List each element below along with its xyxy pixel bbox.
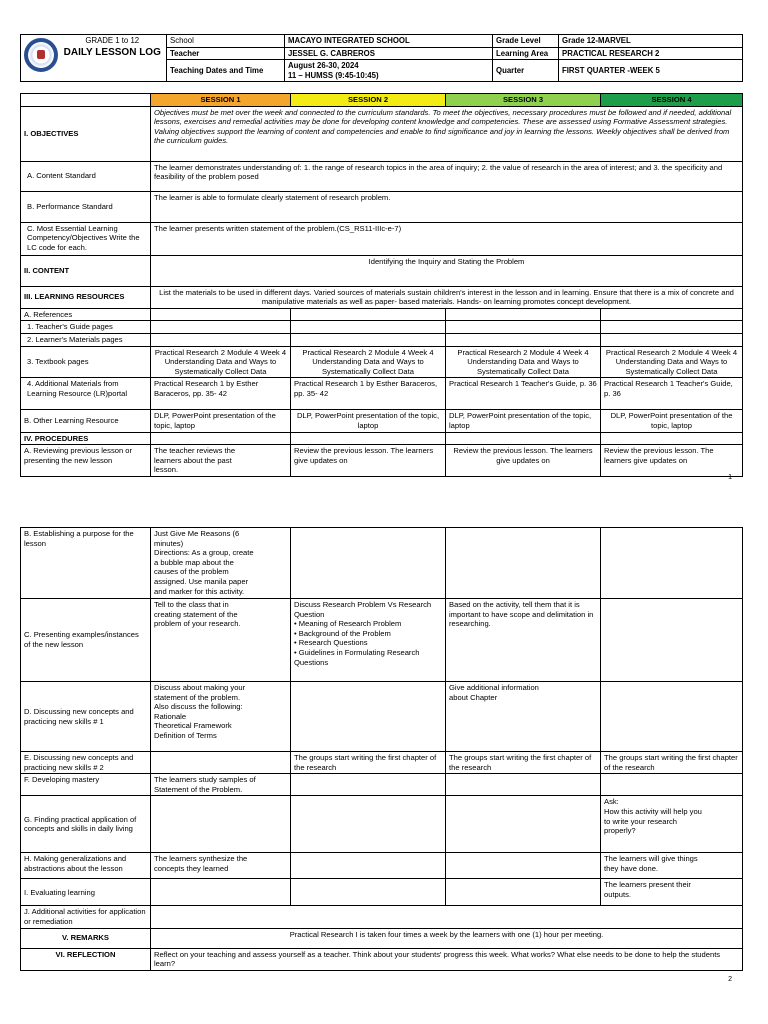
procedure-i-s1 <box>151 879 291 906</box>
reflection-label: VI. REFLECTION <box>21 948 151 970</box>
session-2-header: SESSION 2 <box>291 94 446 107</box>
page-number-2: 2 <box>728 976 732 983</box>
procedure-c-s4 <box>601 599 743 682</box>
session-4-header: SESSION 4 <box>601 94 743 107</box>
procedure-a-label: A. Reviewing previous lesson or presenting the new lesson <box>21 445 151 477</box>
procedure-c-s1: Tell to the class that in creating statement of the problem of your research. <box>151 599 291 682</box>
list-item: • Meaning of Research Problem <box>294 619 402 629</box>
procedure-h-s4: The learners will give things they have done. <box>601 853 743 879</box>
grade-range: GRADE 1 to 12 <box>59 35 167 48</box>
resources-text: List the materials to be used in different days. Varied sources of materials sustain children's interest in the lesson and in learning. Ensure that there is a mix of concrete and manipulative materials as well as paper- based materials. Hands- on learning promotes concept development. <box>151 286 743 308</box>
procedure-g-s4: Ask: How this activity will help you to write your research properly? <box>601 796 743 853</box>
quarter-value: FIRST QUARTER -WEEK 5 <box>559 60 743 82</box>
procedure-g-label: G. Finding practical application of concepts and skills in daily living <box>21 796 151 853</box>
procedure-i-label: I. Evaluating learning <box>21 879 151 906</box>
list-item: • Guidelines in Formulating Research Questions <box>294 647 420 667</box>
lm-label: 2. Learner's Materials pages <box>21 333 151 346</box>
resources-label: III. LEARNING RESOURCES <box>21 286 151 308</box>
procedure-a-s4: Review the previous lesson. The learners give updates on <box>601 445 743 477</box>
procedure-f-s4 <box>601 774 743 796</box>
procedures-label: IV. PROCEDURES <box>21 432 151 445</box>
remarks-text: Practical Research I is taken four times a week by the learners with one (1) hour per meeting. <box>151 928 743 948</box>
textbook-label: 3. Textbook pages <box>21 346 151 378</box>
textbook-s2: Practical Research 2 Module 4 Week 4 Understanding Data and Ways to Systematically Collect Data <box>291 346 446 378</box>
dates-value: August 26-30, 2024 11 – HUMSS (9:45-10:45) <box>285 60 493 82</box>
reflection-text: Reflect on your teaching and assess yourself as a teacher. Think about your students' progress this week. What works? What else needs to be done to help the students learn? <box>151 948 743 970</box>
procedure-a-s2: Review the previous lesson. The learners give updates on <box>291 445 446 477</box>
other-s4: DLP, PowerPoint presentation of the topic, laptop <box>601 410 743 432</box>
additional-s4: Practical Research 1 Teacher's Guide, p. 36 <box>601 378 743 410</box>
procedure-h-s2 <box>291 853 446 879</box>
procedure-h-label: H. Making generalizations and abstractions about the lesson <box>21 853 151 879</box>
additional-s2: Practical Research 1 by Esther Baraceros, pp. 35- 42 <box>291 378 446 410</box>
school-value: MACAYO INTEGRATED SCHOOL <box>285 35 493 48</box>
procedure-g-s2 <box>291 796 446 853</box>
remarks-label: V. REMARKS <box>21 928 151 948</box>
procedure-e-s1 <box>151 752 291 774</box>
procedure-d-s4 <box>601 682 743 752</box>
other-s1: DLP, PowerPoint presentation of the topic, laptop <box>151 410 291 432</box>
procedure-b-s1: Just Give Me Reasons (6 minutes) Directions: As a group, create a bubble map about the causes of the problem assigned. Use manila paper and marker for this activity. <box>151 528 291 599</box>
header-table <box>20 34 743 82</box>
teacher-label: Teacher <box>167 47 285 60</box>
procedure-h-s1: The learners synthesize the concepts they learned <box>151 853 291 879</box>
learning-area-label: Learning Area <box>493 47 559 60</box>
seal-cell <box>21 35 59 82</box>
melc-label: C. Most Essential Learning Competency/Objectives Write the LC code for each. <box>21 222 151 255</box>
additional-s3: Practical Research 1 Teacher's Guide, p. 36 <box>446 378 601 410</box>
dates-label: Teaching Dates and Time <box>167 60 285 82</box>
lesson-table-page2 <box>20 527 743 971</box>
procedure-f-s3 <box>446 774 601 796</box>
page-title: DAILY LESSON LOG <box>59 47 167 82</box>
procedure-f-s2 <box>291 774 446 796</box>
grade-level-value: Grade 12-MARVEL <box>559 35 743 48</box>
additional-label: 4. Additional Materials from Learning Resource (LR)portal <box>21 378 151 410</box>
procedure-b-s3 <box>446 528 601 599</box>
other-s2: DLP, PowerPoint presentation of the topic, laptop <box>291 410 446 432</box>
school-label: School <box>167 35 285 48</box>
list-item: • Background of the Problem <box>294 628 391 638</box>
procedure-d-s2 <box>291 682 446 752</box>
procedure-e-s4: The groups start writing the first chapter of the research <box>601 752 743 774</box>
procedure-d-label: D. Discussing new concepts and practicing new skills # 1 <box>21 682 151 752</box>
content-standard-text: The learner demonstrates understanding of: 1. the range of research topics in the area of inquiry; 2. the value of research in the area of interest; and 3. the specificity and feasibility of the problem posed <box>151 161 743 191</box>
procedure-a-s3: Review the previous lesson. The learners give updates on <box>446 445 601 477</box>
procedure-i-s2 <box>291 879 446 906</box>
objectives-text: Objectives must be met over the week and connected to the curriculum standards. To meet the objectives, necessary procedures must be followed and if needed, additional lessons, exercises and remedial activities may be done for developing content knowledge and competencies. These are assessed using Formative Assessment strategies. Valuing objectives support the learning of content and competencies and enable to find significance and joy in learning the lessons. Weekly objectives shall be derived from the curriculum guides. <box>151 106 743 161</box>
procedure-g-s1 <box>151 796 291 853</box>
textbook-s4: Practical Research 2 Module 4 Week 4 Understanding Data and Ways to Systematically Collect Data <box>601 346 743 378</box>
procedure-i-s3 <box>446 879 601 906</box>
other-resource-label: B. Other Learning Resource <box>21 410 151 432</box>
objectives-label: I. OBJECTIVES <box>21 106 151 161</box>
procedure-c-s3: Based on the activity, tell them that it is important to have scope and delimitation in researching. <box>446 599 601 682</box>
procedure-c-s2-list <box>294 619 442 667</box>
lesson-table-page1 <box>20 93 743 477</box>
procedure-a-s1: The teacher reviews the learners about the past lesson. <box>151 445 291 477</box>
procedure-h-s3 <box>446 853 601 879</box>
procedure-j-value <box>151 906 743 928</box>
page-2 <box>0 518 768 1024</box>
session-3-header: SESSION 3 <box>446 94 601 107</box>
procedure-c-s2 <box>291 599 446 682</box>
other-s3: DLP, PowerPoint presentation of the topic, laptop <box>446 410 601 432</box>
procedure-c-s2-title: Discuss Research Problem Vs Research Question <box>294 600 432 619</box>
teacher-value: JESSEL G. CABREROS <box>285 47 493 60</box>
content-text: Identifying the Inquiry and Stating the Problem <box>151 255 743 286</box>
performance-standard-text: The learner is able to formulate clearly statement of research problem. <box>151 191 743 222</box>
textbook-s1: Practical Research 2 Module 4 Week 4 Understanding Data and Ways to Systematically Collect Data <box>151 346 291 378</box>
procedure-f-label: F. Developing mastery <box>21 774 151 796</box>
list-item: • Research Questions <box>294 638 368 648</box>
learning-area-value: PRACTICAL RESEARCH 2 <box>559 47 743 60</box>
procedure-j-label: J. Additional activities for application or remediation <box>21 906 151 928</box>
deped-seal-icon <box>24 38 58 72</box>
additional-s1: Practical Research 1 by Esther Baraceros, pp. 35- 42 <box>151 378 291 410</box>
procedure-e-s2: The groups start writing the first chapter of the research <box>291 752 446 774</box>
page-1 <box>0 0 768 488</box>
performance-standard-label: B. Performance Standard <box>21 191 151 222</box>
procedure-b-s2 <box>291 528 446 599</box>
session-corner <box>21 94 151 107</box>
procedure-i-s4: The learners present their outputs. <box>601 879 743 906</box>
procedure-g-s3 <box>446 796 601 853</box>
procedure-e-label: E. Discussing new concepts and practicing new skills # 2 <box>21 752 151 774</box>
procedure-b-s4 <box>601 528 743 599</box>
procedure-c-label: C. Presenting examples/instances of the new lesson <box>21 599 151 682</box>
melc-text: The learner presents written statement of the problem.(CS_RS11-IIIc-e-7) <box>151 222 743 255</box>
session-1-header: SESSION 1 <box>151 94 291 107</box>
content-standard-label: A. Content Standard <box>21 161 151 191</box>
grade-level-label: Grade Level <box>493 35 559 48</box>
references-label: A. References <box>21 308 151 321</box>
procedure-d-s1: Discuss about making your statement of the problem. Also discuss the following: Rationale Theoretical Framework Definition of Terms <box>151 682 291 752</box>
tg-label: 1. Teacher's Guide pages <box>21 321 151 334</box>
procedure-d-s3: Give additional information about Chapter <box>446 682 601 752</box>
procedure-e-s3: The groups start writing the first chapter of the research <box>446 752 601 774</box>
procedure-f-s1: The learners study samples of Statement of the Problem. <box>151 774 291 796</box>
quarter-label: Quarter <box>493 60 559 82</box>
content-label: II. CONTENT <box>21 255 151 286</box>
page-number-1: 1 <box>728 474 732 481</box>
textbook-s3: Practical Research 2 Module 4 Week 4 Understanding Data and Ways to Systematically Collect Data <box>446 346 601 378</box>
procedure-b-label: B. Establishing a purpose for the lesson <box>21 528 151 599</box>
